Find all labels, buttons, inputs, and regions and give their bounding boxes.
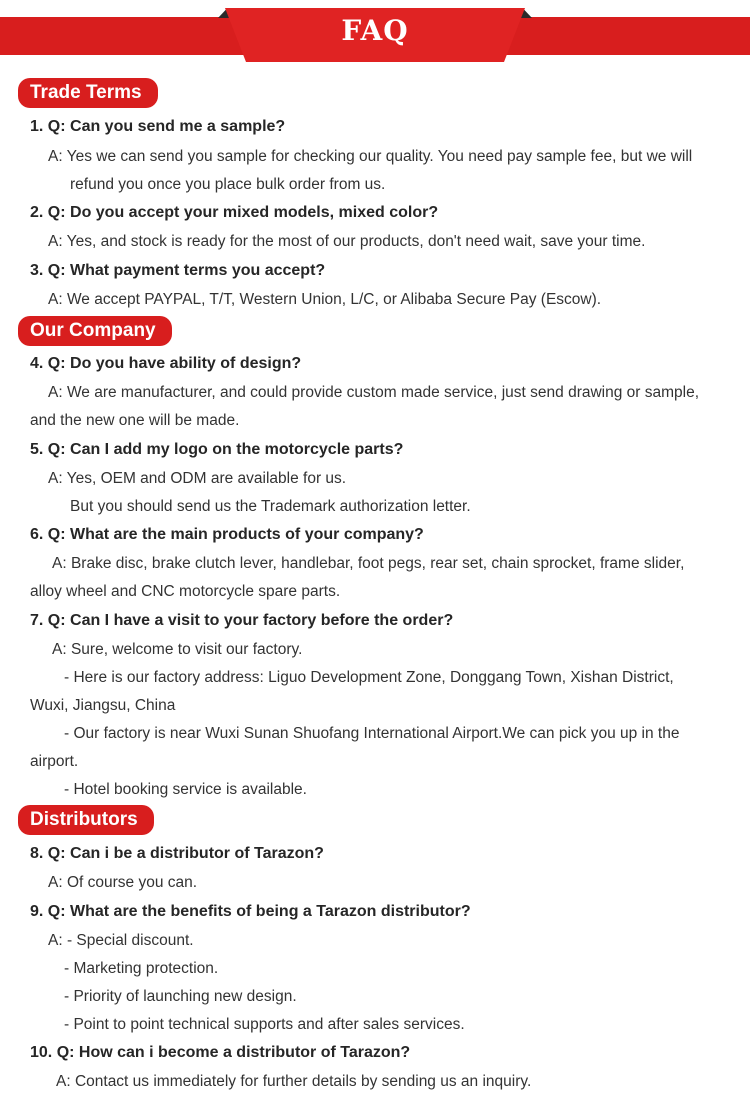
section-label-distributors: Distributors [18,805,154,835]
answer-9-line-1: A: - Special discount. [48,932,194,949]
answer-6-line-1: A: Brake disc, brake clutch lever, handlebar, foot pegs, rear set, chain sprocket, frame slider, [52,555,685,572]
answer-4-line-2: and the new one will be made. [30,412,240,429]
answer-10-line-1: A: Contact us immediately for further details by sending us an inquiry. [56,1073,532,1090]
answer-1-line-1: A: Yes we can send you sample for checking our quality. You need pay sample fee, but we will [48,148,693,165]
answer-4-line-1: A: We are manufacturer, and could provide custom made service, just send drawing or sample, [48,384,700,401]
answer-9-line-3: - Priority of launching new design. [64,988,297,1005]
question-2: 2. Q: Do you accept your mixed models, mixed color? [30,204,439,221]
answer-2-line-1: A: Yes, and stock is ready for the most of our products, don't need wait, save your time. [48,233,646,250]
section-label-trade-terms: Trade Terms [18,78,158,108]
answer-8-line-1: A: Of course you can. [48,874,198,891]
answer-9-line-2: - Marketing protection. [64,960,219,977]
question-10: 10. Q: How can i become a distributor of Tarazon? [30,1044,411,1061]
question-8: 8. Q: Can i be a distributor of Tarazon? [30,845,324,862]
answer-7-line-6: - Hotel booking service is available. [64,781,307,798]
answer-9-line-4: - Point to point technical supports and after sales services. [64,1016,465,1033]
question-9: 9. Q: What are the benefits of being a Tarazon distributor? [30,903,471,920]
question-1: 1. Q: Can you send me a sample? [30,118,286,135]
question-4: 4. Q: Do you have ability of design? [30,355,302,372]
answer-3-line-1: A: We accept PAYPAL, T/T, Western Union, L/C, or Alibaba Secure Pay (Escow). [48,291,602,308]
answer-5-line-1: A: Yes, OEM and ODM are available for us. [48,470,347,487]
question-5: 5. Q: Can I add my logo on the motorcycle parts? [30,441,404,458]
answer-7-line-4: - Our factory is near Wuxi Sunan Shuofang International Airport.We can pick you up in the [64,725,680,742]
answer-6-line-2: alloy wheel and CNC motorcycle spare parts. [30,583,341,600]
answer-7-line-5: airport. [30,753,79,770]
answer-1-line-2: refund you once you place bulk order from us. [70,176,386,193]
faq-banner [0,0,750,70]
question-7: 7. Q: Can I have a visit to your factory before the order? [30,612,454,629]
question-3: 3. Q: What payment terms you accept? [30,262,326,279]
question-6: 6. Q: What are the main products of your company? [30,526,424,543]
answer-7-line-3: Wuxi, Jiangsu, China [30,697,176,714]
answer-7-line-2: - Here is our factory address: Liguo Development Zone, Donggang Town, Xishan District, [64,669,674,686]
answer-5-line-2: But you should send us the Trademark authorization letter. [70,498,471,515]
answer-7-line-1: A: Sure, welcome to visit our factory. [52,641,303,658]
page-title: FAQ [341,14,409,47]
section-label-our-company: Our Company [18,316,172,346]
